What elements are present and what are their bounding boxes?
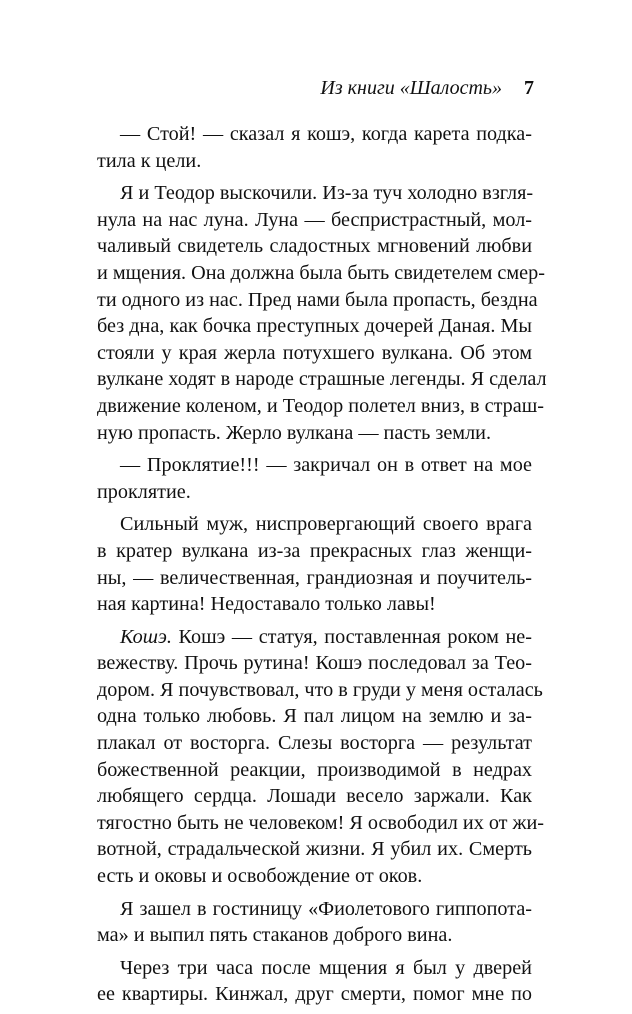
text-line: плакал от восторга. Слезы восторга — результат: [97, 732, 532, 755]
text-line: ее квартиры. Кинжал, друг смерти, помог мне по: [97, 983, 532, 1006]
text-line: Через три часа после мщения я был у дверей: [120, 956, 532, 979]
italic-lead: Кошэ.: [120, 625, 172, 648]
text-line: нула на нас луна. Луна — беспристрастный, мол-: [97, 208, 532, 231]
paragraph: [97, 452, 532, 505]
text-line: движение коленом, и Теодор полетел вниз, в страш-: [97, 394, 544, 417]
text-line: Сильный муж, ниспровергающий своего врага: [120, 513, 532, 536]
text-line: — Проклятие!!! — закричал он в ответ на мое: [120, 454, 532, 477]
text-line: Я зашел в гостиницу «Фиолетового гиппопота-: [120, 897, 532, 920]
text-line: тягостно быть не человеком! Я освободил их от жи-: [97, 811, 545, 834]
text-line: ную пропасть. Жерло вулкана — пасть земли.: [97, 421, 491, 444]
paragraph: [97, 624, 545, 890]
line-text: Кошэ — статуя, поставленная роком не-: [171, 625, 532, 648]
text-line: есть и оковы и освобождение от оков.: [97, 865, 423, 888]
text-line: тила к цели.: [97, 149, 202, 172]
text-line: ма» и выпил пять стаканов доброго вина.: [97, 924, 453, 947]
body-text: [97, 121, 547, 1014]
paragraph: [97, 180, 547, 446]
text-line: вулкане ходят в народе страшные легенды. Я сделал: [97, 368, 547, 391]
page-number: 7: [524, 77, 534, 99]
text-line: чаливый свидетель сладостных мгновений любви: [97, 235, 532, 258]
text-line: ная картина! Недоставало только лавы!: [97, 593, 436, 616]
paragraph: [97, 955, 532, 1008]
running-head: [320, 74, 534, 102]
text-line: вежеству. Прочь рутина! Кошэ последовал за Тео-: [97, 652, 532, 675]
text-line: любящего сердца. Лошади весело заржали. Как: [97, 785, 532, 808]
text-line: вотной, страдальческой жизни. Я убил их. Смерть: [97, 838, 532, 861]
text-line: [97, 624, 532, 651]
text-line: дором. Я почувствовал, что в груди у меня осталась: [97, 678, 543, 701]
running-head-title: Из книги «Шалость»: [320, 77, 502, 99]
text-line: одна только любовь. Я пал лицом на землю и за-: [97, 705, 532, 728]
paragraph: [97, 121, 532, 174]
text-line: — Стой! — сказал я кошэ, когда карета подка-: [120, 123, 532, 145]
text-line: проклятие.: [97, 480, 191, 503]
text-line: без дна, как бочка преступных дочерей Даная. Мы: [97, 315, 532, 338]
paragraph: [97, 511, 532, 617]
text-line: божественной реакции, производимой в недрах: [97, 758, 532, 781]
text-line: в кратер вулкана из-за прекрасных глаз женщи-: [97, 539, 532, 562]
text-line: Я и Теодор выскочили. Из-за туч холодно взгля-: [120, 182, 534, 205]
text-line: ти одного из нас. Пред нами была пропасть, бездна: [97, 288, 538, 311]
text-line: стояли у края жерла потухшего вулкана. Об этом: [97, 341, 532, 364]
text-line: ны, — величественная, грандиозная и поучитель-: [97, 566, 532, 589]
paragraph: [97, 896, 532, 949]
text-line: и мщения. Она должна была быть свидетелем смер-: [97, 261, 545, 284]
